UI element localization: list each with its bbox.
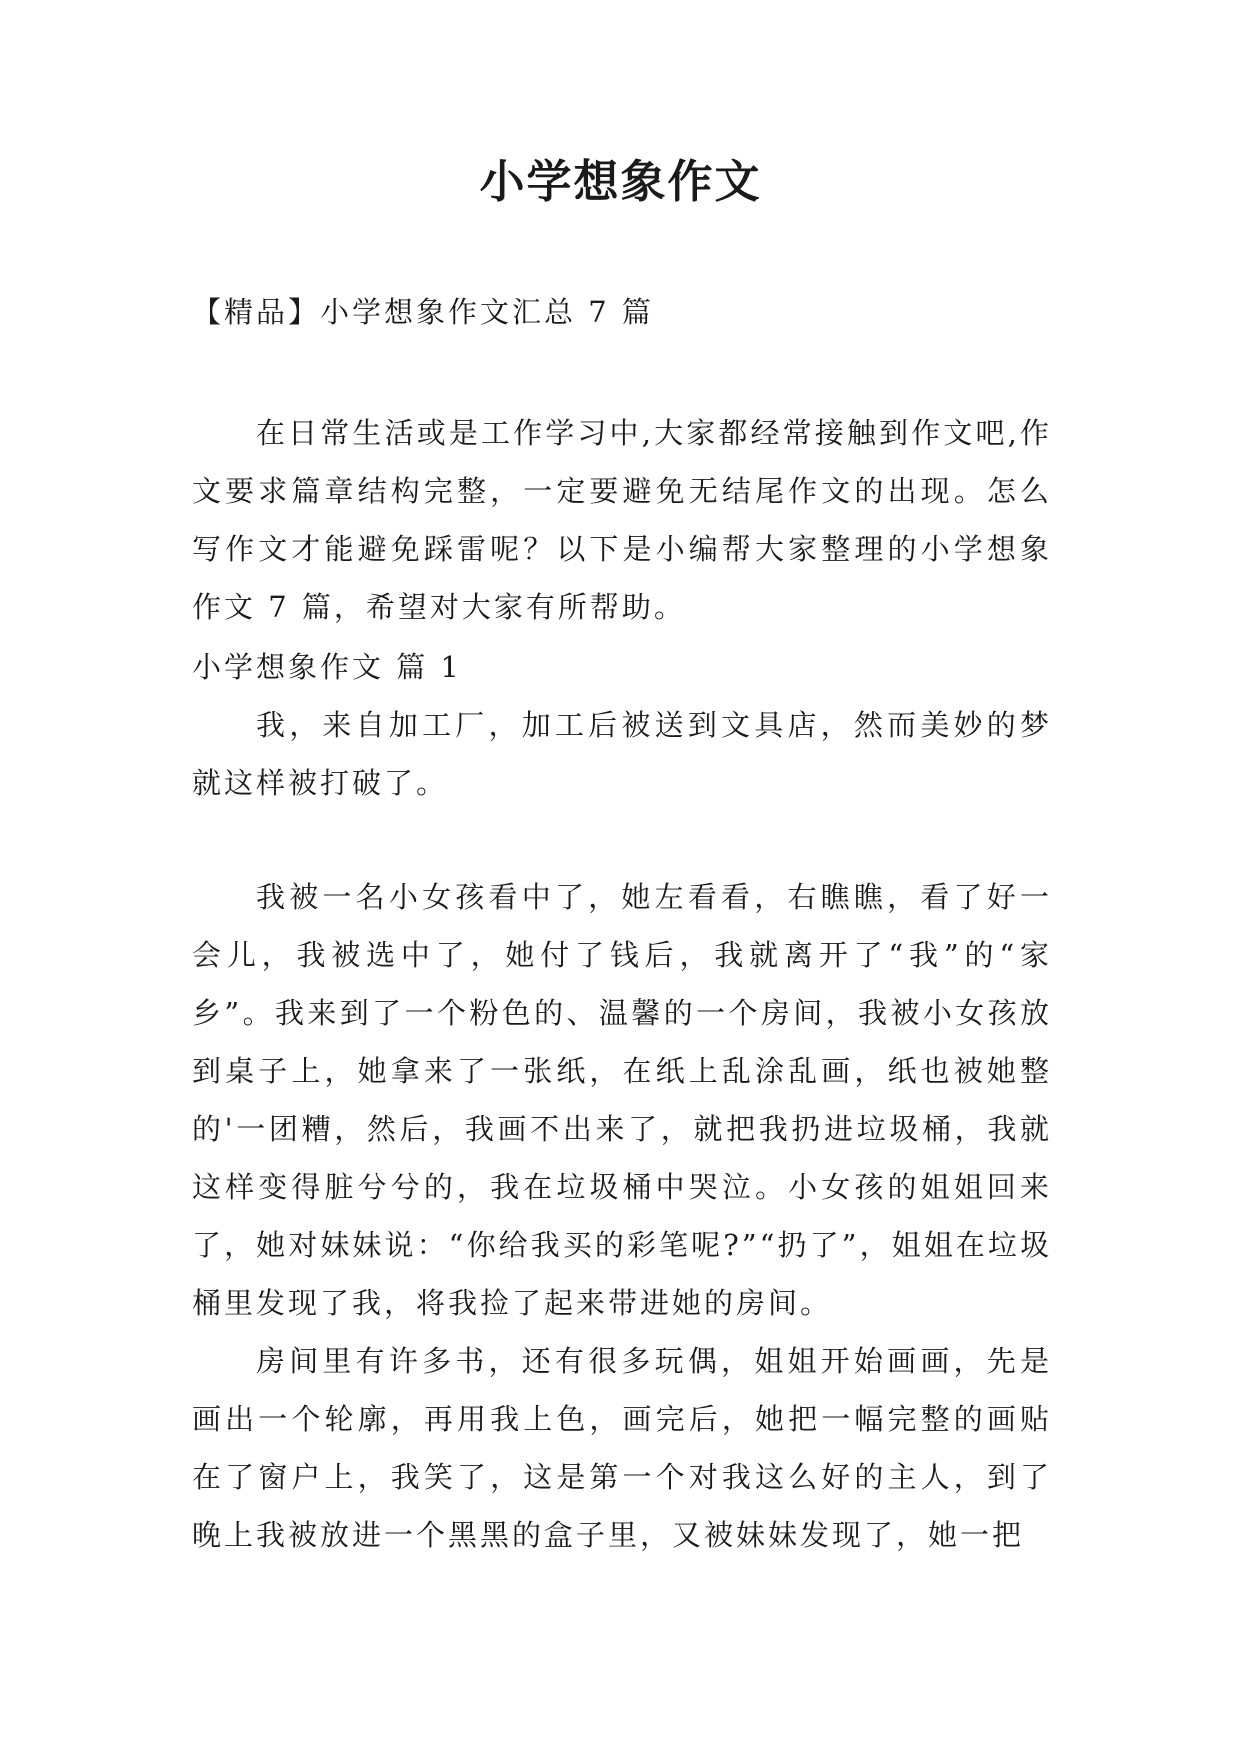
body-paragraph: 我被一名小女孩看中了，她左看看，右瞧瞧，看了好一会儿，我被选中了，她付了钱后，我就离开了“我”的“家乡”。我来到了一个粉色的、温馨的一个房间，我被小女孩放到桌子上，她拿来了一张纸，在纸上乱涂乱画，纸也被她整的'一团糟，然后，我画不出来了，就把我扔进垃圾桶，我就这样变得脏兮兮的，我在垃圾桶中哭泣。小女孩的姐姐回来了，她对妹妹说：“你给我买的彩笔呢?”“扔了”，姐姐在垃圾桶里发现了我，将我捡了起来带进她的房间。 — [192, 880, 1052, 1320]
body-paragraph: 我，来自加工厂，加工后被送到文具店，然而美妙的梦就这样被打破了。 — [192, 708, 1052, 800]
section-heading: 小学想象作文 篇 1 — [192, 650, 462, 684]
document-subtitle: 【精品】小学想象作文汇总 7 篇 — [192, 295, 654, 329]
body-paragraph: 房间里有许多书，还有很多玩偶，姐姐开始画画，先是画出一个轮廓，再用我上色，画完后，她把一幅完整的画贴在了窗户上，我笑了，这是第一个对我这么好的主人，到了晚上我被放进一个黑黑的盒子里，又被妹妹发现了，她一把 — [192, 1344, 1052, 1552]
document-title: 小学想象作文 — [479, 155, 762, 208]
intro-paragraph: 在日常生活或是工作学习中,大家都经常接触到作文吧,作文要求篇章结构完整，一定要避免无结尾作文的出现。怎么写作文才能避免踩雷呢？以下是小编帮大家整理的小学想象作文 7 篇，希望对大家有所帮助。 — [192, 416, 1052, 624]
